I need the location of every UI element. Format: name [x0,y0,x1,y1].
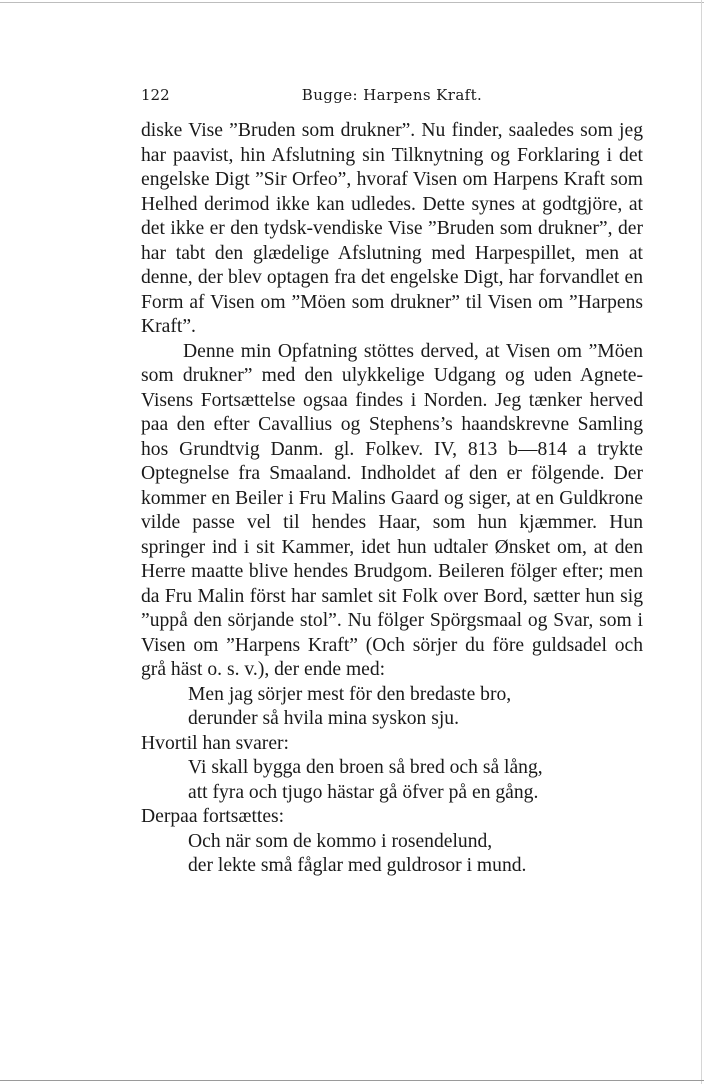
paragraph-2: Denne min Opfatning stöttes derved, at Visen om ”Möen som drukner” med den ulykkelige Udgang og uden Agnete-Visens Fortsættelse ogsaa findes i Norden. Jeg tænker herved paa den efter Cavallius og Stephens’s haandskrevne Samling hos Grundtvig Danm. gl. Folkev. IV, 813 b—814 a trykte Optegnelse fra Smaaland. Indholdet af den er fölgende. Der kommer en Beiler i Fru Malins Gaard og siger, at en Guldkrone vilde passe vel til hendes Haar, som hun kjæmmer. Hun springer ind i sit Kammer, idet hun udtaler Ønsket om, at den Herre maatte blive hendes Brudgom. Beileren fölger efter; men da Fru Malin först har samlet sit Folk over Bord, sætter hun sig ”uppå den sörjande stol”. Nu fölger Spörgsmaal og Svar, som i Visen om ”Harpens Kraft” (Och sörjer du före guldsadel och grå häst o. s. v.), der ende med: [141,340,643,680]
page-header [141,86,643,108]
scan-edge-bottom [0,1080,704,1081]
verse-quote-1 [141,683,643,732]
verse-line: der lekte små fåglar med guldrosor i mund. [188,855,527,876]
verse-quote-3 [141,830,643,879]
verse-line: att fyra och tjugo hästar gå öfver på en gång. [188,781,539,803]
verse-line: derunder så hvila mina syskon sju. [188,708,460,729]
scan-edge-top [0,2,704,3]
line-derpaa: Derpaa fortsættes: [141,806,285,827]
scan-edge-right [701,0,702,1084]
verse-quote-2 [141,756,643,805]
running-head: Bugge: Harpens Kraft. [301,86,483,104]
verse-line: Och när som de kommo i rosendelund, [188,830,493,852]
paragraph-1: diske Vise ”Bruden som drukner”. Nu finder, saaledes som jeg har paavist, hin Afslutning sin Tilknytning og Forklaring i det engelske Digt ”Sir Orfeo”, hvoraf Visen om Harpens Kraft som Helhed derimod ikke kan udledes. Dette synes at godtgjöre, at det ikke er den tydsk-vendiske Vise ”Bruden som drukner”, der har tabt den glædelige Afslutning med Harpespillet, men at denne, der blev optagen fra det engelske Digt, har forvandlet en Form af Visen om ”Möen som drukner” til Visen om ”Harpens Kraft”. [141,120,643,337]
line-hvortil: Hvortil han svarer: [141,732,289,754]
verse-line: Men jag sörjer mest för den bredaste bro, [188,683,512,705]
page-body [141,119,643,879]
verse-line: Vi skall bygga den broen så bred och så lång, [188,757,543,778]
page-number: 122 [141,86,170,104]
